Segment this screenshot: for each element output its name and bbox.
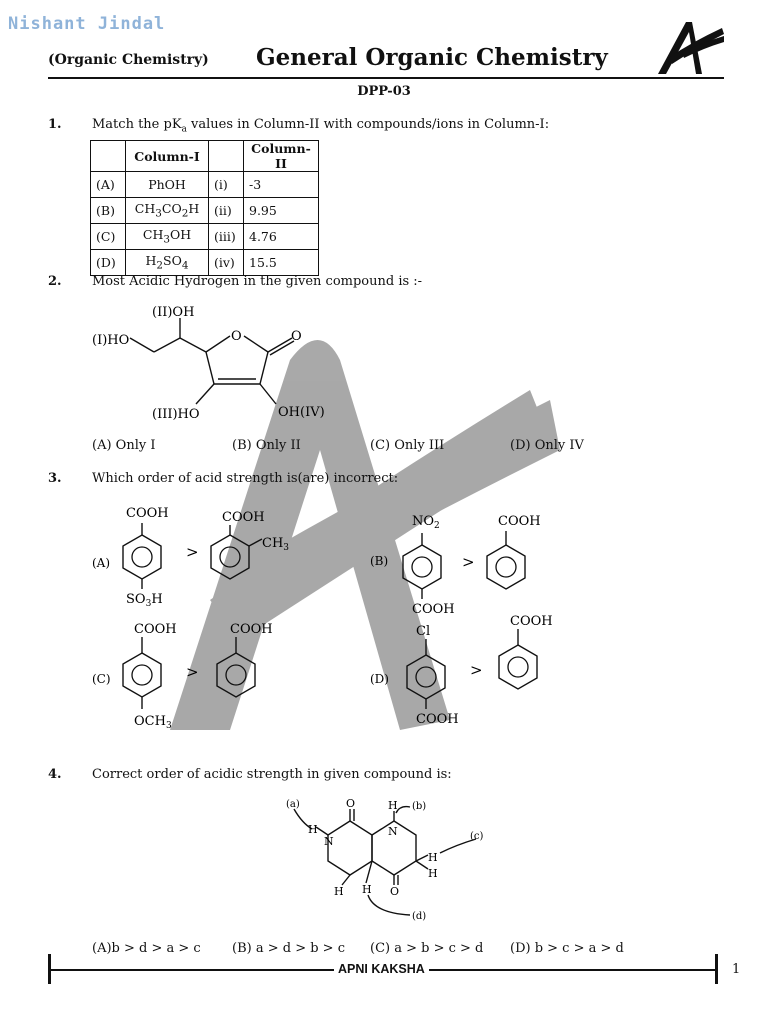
footer-brand: APNI KAKSHA	[334, 962, 429, 976]
q2-structure	[90, 300, 350, 425]
gt-a: >	[186, 543, 199, 561]
label-b: (B)	[370, 554, 389, 568]
group-cooh: COOH	[222, 510, 265, 525]
group-ch3: $CH_3$	[262, 536, 290, 553]
group-cooh: COOH	[498, 514, 541, 529]
group-cooh: COOH	[510, 614, 553, 629]
gt-b: >	[462, 553, 475, 571]
q4-label-a: (a)	[286, 799, 300, 810]
label-a: (A)	[92, 556, 111, 570]
formula-ch3oh: $CH_3OH$	[126, 224, 209, 250]
label-i: (I)HO	[92, 333, 130, 348]
table-row: (B) $CH_3CO_2H$ (ii) 9.95	[91, 198, 319, 224]
label-c: (C)	[92, 672, 111, 686]
q4-h-b: H	[388, 799, 398, 812]
q2-option-b[interactable]: (B) Only II	[232, 438, 301, 453]
ring-oxygen: O	[231, 329, 242, 344]
group-cooh: COOH	[134, 622, 177, 637]
author-watermark: Nishant Jindal	[8, 14, 166, 34]
footer-cap-left	[48, 954, 51, 984]
column-i-header: Column-I	[126, 141, 209, 172]
table-row: (C) $CH_3OH$ (iii) 4.76	[91, 224, 319, 250]
q4-h-c1: H	[428, 851, 438, 864]
q4-h-ring: H	[334, 885, 344, 898]
q4-label-d: (d)	[412, 911, 427, 922]
label-iii: (III)HO	[152, 407, 200, 422]
group-no2: $NO_2$	[412, 514, 440, 531]
q1-match-table	[90, 140, 319, 276]
group-so3h: $SO_3H$	[126, 592, 163, 609]
q4-label-b: (b)	[412, 801, 427, 812]
q2-number: 2.	[48, 274, 62, 289]
q4-oxygen-bottom: O	[390, 885, 400, 898]
q2-option-d[interactable]: (D) Only IV	[510, 438, 584, 453]
q4-option-d[interactable]: (D) b > c > a > d	[510, 941, 624, 956]
group-cl: Cl	[416, 624, 431, 639]
group-cooh: COOH	[416, 712, 459, 727]
q1-text: Match the $pK_a$ values in Column-II with compounds/ions in Column-I:	[92, 117, 550, 135]
q4-h-a: H	[308, 823, 318, 836]
label-ii: (II)OH	[152, 305, 195, 320]
q3-number: 3.	[48, 471, 62, 486]
q3-structures	[90, 495, 570, 740]
q2-option-c[interactable]: (C) Only III	[370, 438, 445, 453]
page-number: 1	[732, 962, 741, 977]
group-cooh: COOH	[412, 602, 455, 617]
keto-oxygen: O	[291, 329, 302, 344]
q4-option-c[interactable]: (C) a > b > c > d	[370, 941, 484, 956]
group-cooh: COOH	[230, 622, 273, 637]
q2-option-a[interactable]: (A) Only I	[92, 438, 156, 453]
column-ii-header: Column-II	[244, 141, 319, 172]
table-row: (D) $H_2SO_4$ (iv) 15.5	[91, 250, 319, 276]
q4-h-c2: H	[428, 867, 438, 880]
q4-oxygen-top: O	[346, 797, 356, 810]
subject-label: (Organic Chemistry)	[48, 52, 209, 68]
label-d: (D)	[370, 672, 389, 686]
q4-number: 4.	[48, 767, 62, 782]
group-och3: $OCH_3$	[134, 714, 172, 731]
q4-option-a[interactable]: (A)b > d > a > c	[92, 941, 201, 956]
q2-text: Most Acidic Hydrogen in the given compound is :-	[92, 274, 423, 289]
sheet-label: DPP-03	[357, 84, 411, 99]
footer-cap-right	[715, 954, 718, 984]
q4-label-c: (c)	[470, 831, 484, 842]
brand-logo-icon	[652, 18, 726, 78]
table-header-row	[91, 141, 319, 172]
q4-structure	[280, 795, 500, 925]
q4-n-left: N	[324, 835, 334, 848]
q4-h-d: H	[362, 883, 372, 896]
q1-number: 1.	[48, 117, 62, 132]
table-row: (A) PhOH (i) -3	[91, 172, 319, 198]
page-title: General Organic Chemistry	[256, 44, 608, 71]
label-iv: OH(IV)	[278, 405, 325, 420]
q4-n-right: N	[388, 825, 398, 838]
formula-ch3co2h: $CH_3CO_2H$	[126, 198, 209, 224]
q3-text: Which order of acid strength is(are) incorrect:	[92, 471, 399, 486]
group-cooh: COOH	[126, 506, 169, 521]
gt-c: >	[186, 663, 199, 681]
q4-option-b[interactable]: (B) a > d > b > c	[232, 941, 345, 956]
gt-d: >	[470, 661, 483, 679]
q4-text: Correct order of acidic strength in given compound is:	[92, 767, 452, 782]
header-rule	[48, 77, 724, 79]
formula-h2so4: $H_2SO_4$	[126, 250, 209, 276]
